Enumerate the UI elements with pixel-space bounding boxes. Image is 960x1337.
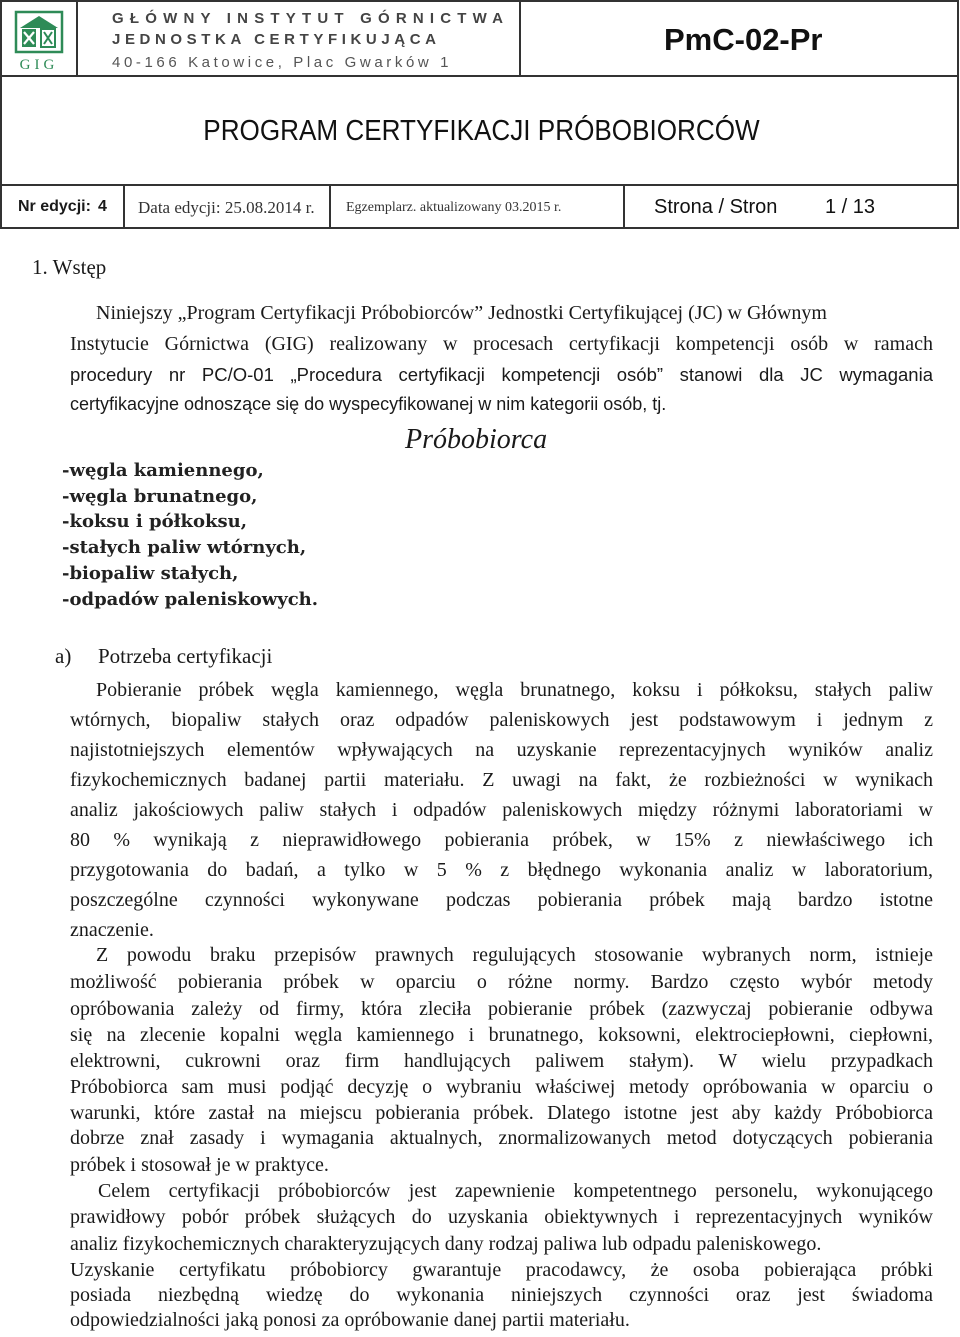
paragraph-line: prawidłowy pobór próbek służących do uzyskania obiektywnych i reprezentacyjnych wyników (70, 1206, 933, 1228)
page-number: 1 / 13 (825, 196, 876, 218)
meta-divider (329, 186, 331, 227)
paragraph-line: analiz jakościowych paliw stałych i odpadów paleniskowych między różnymi laboratoriami w (70, 799, 933, 821)
category-item: -biopaliw stałych, (62, 563, 239, 584)
edition-label: Nr edycji: (18, 198, 91, 215)
doc-title-cell (0, 75, 959, 186)
edition-value: 4 (98, 198, 107, 215)
document-header (0, 0, 959, 230)
paragraph-line: się na zlecenie kopalni węgla kamiennego i brunatnego, koksowni, elektrociepłowni, ciepłowni, (70, 1024, 933, 1046)
doc-code: PmC-02-Pr (664, 22, 823, 57)
paragraph-line: Z powodu braku przepisów prawnych regulujących stosowanie wybranych norm, istnieje (96, 944, 933, 966)
institute-address: 40-166 Katowice, Plac Gwarków 1 (112, 54, 453, 71)
logo-cell (0, 0, 78, 77)
paragraph-line: odpowiedzialności jaką ponosi za opróbowanie danej partii materiału. (70, 1309, 630, 1331)
unit-name: JEDNOSTKA CERTYFIKUJĄCA (112, 31, 441, 48)
subsection-label: a) (55, 644, 72, 668)
paragraph-line: wtórnych, biopaliw stałych oraz odpadów paleniskowych jest podstawowym i jednym z (70, 709, 933, 731)
institute-cell (76, 0, 521, 77)
paragraph-line: próbek i stosował je w praktyce. (70, 1154, 329, 1176)
intro-line: certyfikacyjne odnoszące się do wyspecyfikowanej w nim kategorii osób, tj. (70, 394, 667, 414)
paragraph-line: Próbobiorca sam musi podjąć decyzję o wybraniu właściwej metody opróbowania w oparciu o (70, 1076, 933, 1098)
paragraph-line: posiada niezbędną wiedzę do wykonania niniejszych czynności oraz jest świadoma (70, 1284, 933, 1306)
paragraph-line: Uzyskanie certyfikatu próbobiorcy gwarantuje pracodawcy, że osoba pobierająca próbki (70, 1259, 933, 1281)
meta-divider (623, 186, 625, 227)
category-item: -węgla kamiennego, (62, 460, 264, 481)
paragraph-line: poszczególne czynności wykonywane podczas pobierania próbek mają bardzo istotne (70, 889, 933, 911)
doc-code-cell (519, 0, 959, 77)
edition-date: Data edycji: 25.08.2014 r. (138, 198, 315, 217)
category-item: -węgla brunatnego, (62, 486, 258, 507)
page-label: Strona / Stron (654, 196, 778, 218)
logo-text: GIG (19, 57, 59, 73)
meta-divider (123, 186, 125, 227)
paragraph-line: dobrze znał zasady i wymagania aktualnych, znormalizowanych metod dotyczących pobierania (70, 1127, 933, 1149)
paragraph-line: fizykochemicznych badanej partii materiału. Z uwagi na fakt, że rozbieżności w wynikach (70, 769, 933, 791)
section-title: 1. Wstęp (32, 255, 107, 279)
intro-line: Instytucie Górnictwa (GIG) realizowany w procesach certyfikacji kompetencji osób w ramach (70, 333, 933, 355)
intro-line: Niniejszy „Program Certyfikacji Próbobiorców” Jednostki Certyfikującej (JC) w Głównym (96, 302, 827, 324)
paragraph-line: Pobieranie próbek węgla kamiennego, węgla brunatnego, koksu i półkoksu, stałych paliw (96, 679, 933, 701)
paragraph-line: Celem certyfikacji próbobiorców jest zapewnienie kompetentnego personelu, wykonującego (98, 1180, 933, 1202)
category-heading: Próbobiorca (405, 424, 548, 455)
subsection-title: Potrzeba certyfikacji (98, 644, 273, 668)
paragraph-line: warunki, które zastał na miejscu pobierania próbek. Dlatego istotne jest aby każdy Próbobiorca (70, 1102, 933, 1124)
paragraph-line: przygotowania do badań, a tylko w 5 % z błędnego wykonania analiz w laboratorium, (70, 859, 933, 881)
gig-logo-icon (10, 6, 70, 74)
paragraph-line: możliwość pobierania próbek w oparciu o różne normy. Bardzo często wybór metody (70, 971, 933, 993)
doc-title: PROGRAM CERTYFIKACJI PRÓBOBIORCÓW (203, 115, 760, 147)
category-item: -koksu i półkoksu, (62, 511, 247, 532)
intro-line: procedury nr PC/O-01 „Procedura certyfikacji kompetencji osób” stanowi dla JC wymagania (70, 364, 933, 385)
copy-info: Egzemplarz. aktualizowany 03.2015 r. (346, 200, 562, 215)
paragraph-line: opróbowania zależy od firmy, która zleciła pobieranie próbek (zazwyczaj pobieranie odbywa (70, 998, 933, 1020)
paragraph-line: analiz fizykochemicznych charakteryzujących dany rodzaj paliwa lub odpadu paleniskowego. (70, 1233, 822, 1255)
paragraph-line: najistotniejszych elementów wpływających na uzyskanie reprezentacyjnych wyników analiz (70, 739, 933, 761)
paragraph-line: 80 % wynikają z nieprawidłowego pobierania próbek, w 15% z niewłaściwego ich (70, 829, 933, 851)
paragraph-line: elektrowni, cukrowni oraz firm handlujących paliwem stałym). W wielu przypadkach (70, 1050, 933, 1072)
institute-name: GŁÓWNY INSTYTUT GÓRNICTWA (112, 10, 510, 27)
category-item: -odpadów paleniskowych. (62, 589, 319, 610)
category-item: -stałych paliw wtórnych, (62, 537, 307, 558)
doc-meta-row (0, 184, 959, 229)
paragraph-line: znaczenie. (70, 919, 154, 941)
